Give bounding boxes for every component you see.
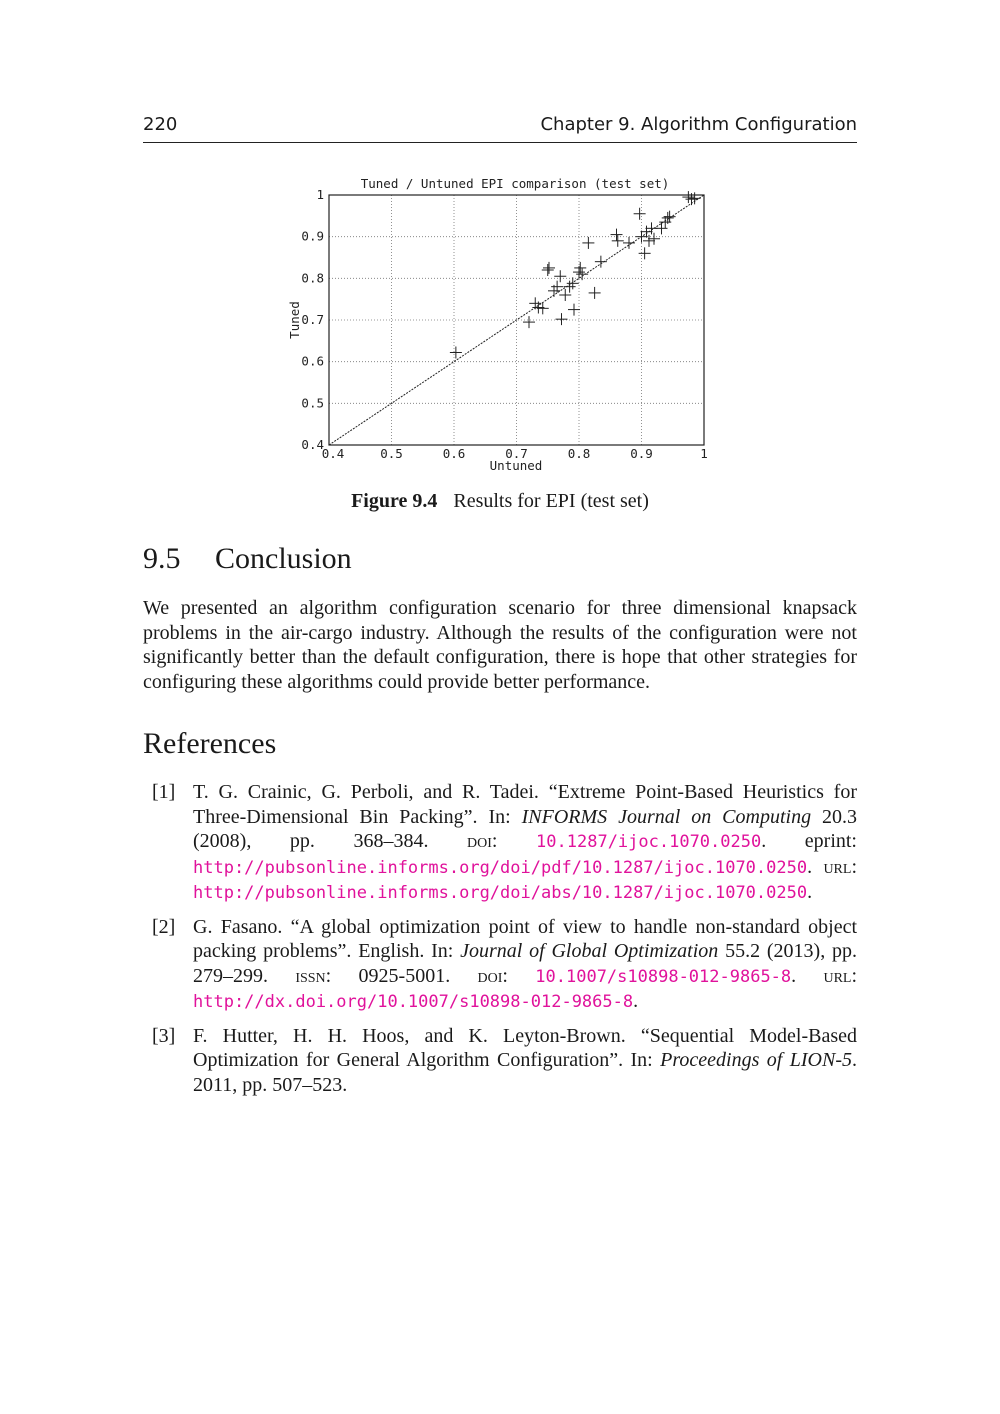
data-point: [639, 247, 651, 259]
eprint-label: . eprint:: [761, 830, 857, 852]
reference-issn: : 0925-5001.: [325, 964, 478, 987]
data-point: [612, 235, 624, 247]
y-tick-label: 0.6: [301, 353, 324, 369]
y-tick-labels: [301, 187, 324, 452]
x-tick-label: 0.4: [321, 446, 345, 461]
reference-tag: [2]: [152, 915, 176, 938]
data-point: [568, 304, 580, 316]
data-point: [576, 268, 588, 280]
x-tick-label: 0.8: [567, 446, 591, 461]
reference-tag: [3]: [152, 1024, 176, 1047]
data-point: [611, 229, 623, 241]
figure-caption-text: Results for EPI (test set): [453, 490, 649, 512]
data-point: [556, 313, 568, 325]
data-point: [641, 226, 653, 238]
x-tick-label: 0.6: [442, 446, 466, 461]
section-title: Conclusion: [215, 542, 352, 575]
reference-list: [143, 780, 857, 1106]
x-tick-label: 0.7: [505, 446, 528, 461]
y-tick-label: 0.8: [301, 270, 324, 286]
x-tick-label: 1: [700, 446, 708, 461]
data-points: [450, 191, 701, 358]
reference-doi-link[interactable]: 10.1287/ijoc.1070.0250: [536, 832, 762, 852]
reference-eprint-link[interactable]: http://pubsonline.informs.org/doi/pdf/10.1287/ijoc.1070.0250: [193, 857, 808, 878]
reference-details: 55.2 (2013), pp. 279–299.: [193, 940, 857, 987]
figure-label: Figure 9.4: [351, 490, 438, 512]
url-label: url: [823, 855, 852, 878]
reference-details: 20.3 (2008), pp. 368–384.: [193, 805, 858, 852]
reference-item: [2] G. Fasano. “A global optimization point of view to handle non-standard object packing problems”. English. In: Journal of Global Optimization 55.2 (2013), pp. 279–299. issn: 0925-5001. doi: 10.1007/s10898-012-9865-8. url: http://dx.doi.org/10.1007/s10898-012-9865-8.: [152, 915, 858, 1012]
conclusion-paragraph: We presented an algorithm configuration scenario for three dimensional knapsack problems in the air-cargo industry. Although the results of the configuration were not significantly better than the default configuration, there is hope that other strategies for configuring these algorithms could provide better performance.: [143, 597, 857, 693]
url-label: url: [823, 964, 852, 987]
y-tick-label: 0.4: [301, 437, 324, 452]
reference-url-link[interactable]: http://dx.doi.org/10.1007/s10898-012-9865-8: [193, 992, 634, 1012]
data-point: [450, 347, 462, 359]
chapter-title: Chapter 9. Algorithm Configuration: [540, 114, 857, 135]
page-number: 220: [143, 114, 178, 135]
data-point: [634, 208, 646, 220]
reference-doi-link[interactable]: 10.1007/s10898-012-9865-8: [535, 966, 792, 987]
x-tick-label: 0.5: [380, 446, 403, 461]
reference-authors-title: F. Hutter, H. H. Hoos, and K. Leyton-Brown. “Sequential Model-Based Optimization for General Algorithm Configuration”. In:: [193, 1024, 857, 1071]
epi-scatter-chart: [0, 0, 1000, 480]
reference-details: . 2011, pp. 507–523.: [193, 1049, 857, 1096]
references-heading: References: [143, 727, 277, 760]
data-point: [589, 287, 601, 299]
data-point: [582, 237, 594, 249]
reference-authors-title: T. G. Crainic, G. Perboli, and R. Tadei. “Extreme Point-Based Heuristics for Three-Dimensional Bin Packing”. In:: [193, 781, 857, 828]
issn-label: issn: [295, 964, 326, 987]
data-point: [682, 191, 694, 203]
data-point: [595, 256, 607, 268]
chart-title: Tuned / Untuned EPI comparison (test set): [360, 176, 670, 191]
y-tick-label: 0.7: [301, 312, 324, 327]
x-axis-label: Untuned: [489, 458, 543, 473]
data-point: [542, 264, 554, 276]
y-axis-label: Tuned: [287, 301, 302, 339]
x-tick-label: 0.9: [630, 446, 653, 461]
reference-authors-title: G. Fasano. “A global optimization point of view to handle non-standard object packing problems”. English. In:: [193, 915, 857, 962]
reference-item: [143, 1024, 857, 1098]
y-tick-label: 1: [316, 187, 324, 202]
reference-item: [1] T. G. Crainic, G. Perboli, and R. Tadei. “Extreme Point-Based Heuristics for Three-Dimensional Bin Packing”. In: INFORMS Journal on Computing 20.3 (2008), pp. 368–384. doi: 10.1287/ijoc.1070.0250. eprint: http://pubsonline.informs.org/doi/pdf/10.1287/ijoc.1070.0250. url: http://pubsonline.informs.org/doi/abs/10.1287/ijoc.1070.0250.: [152, 781, 858, 903]
reference-venue: Proceedings of LION-5: [660, 1049, 852, 1071]
data-point: [623, 237, 635, 249]
y-tick-label: 0.5: [301, 395, 324, 411]
data-point: [648, 233, 660, 245]
figure-caption: [0, 490, 1000, 513]
doi-label: doi: [477, 964, 503, 987]
y-tick-label: 0.9: [301, 228, 324, 244]
data-point: [554, 270, 566, 282]
section-heading: [143, 542, 352, 576]
doi-label: doi: [467, 830, 492, 852]
section-number: 9.5: [143, 542, 181, 575]
reference-url-link[interactable]: http://pubsonline.informs.org/doi/abs/10.1287/ijoc.1070.0250: [193, 883, 808, 903]
reference-tag: [1]: [152, 781, 176, 803]
data-point: [523, 316, 535, 328]
data-point: [689, 192, 701, 204]
data-point: [543, 262, 555, 274]
reference-venue: INFORMS Journal on Computing: [521, 805, 812, 828]
reference-venue: Journal of Global Optimization: [460, 940, 719, 962]
